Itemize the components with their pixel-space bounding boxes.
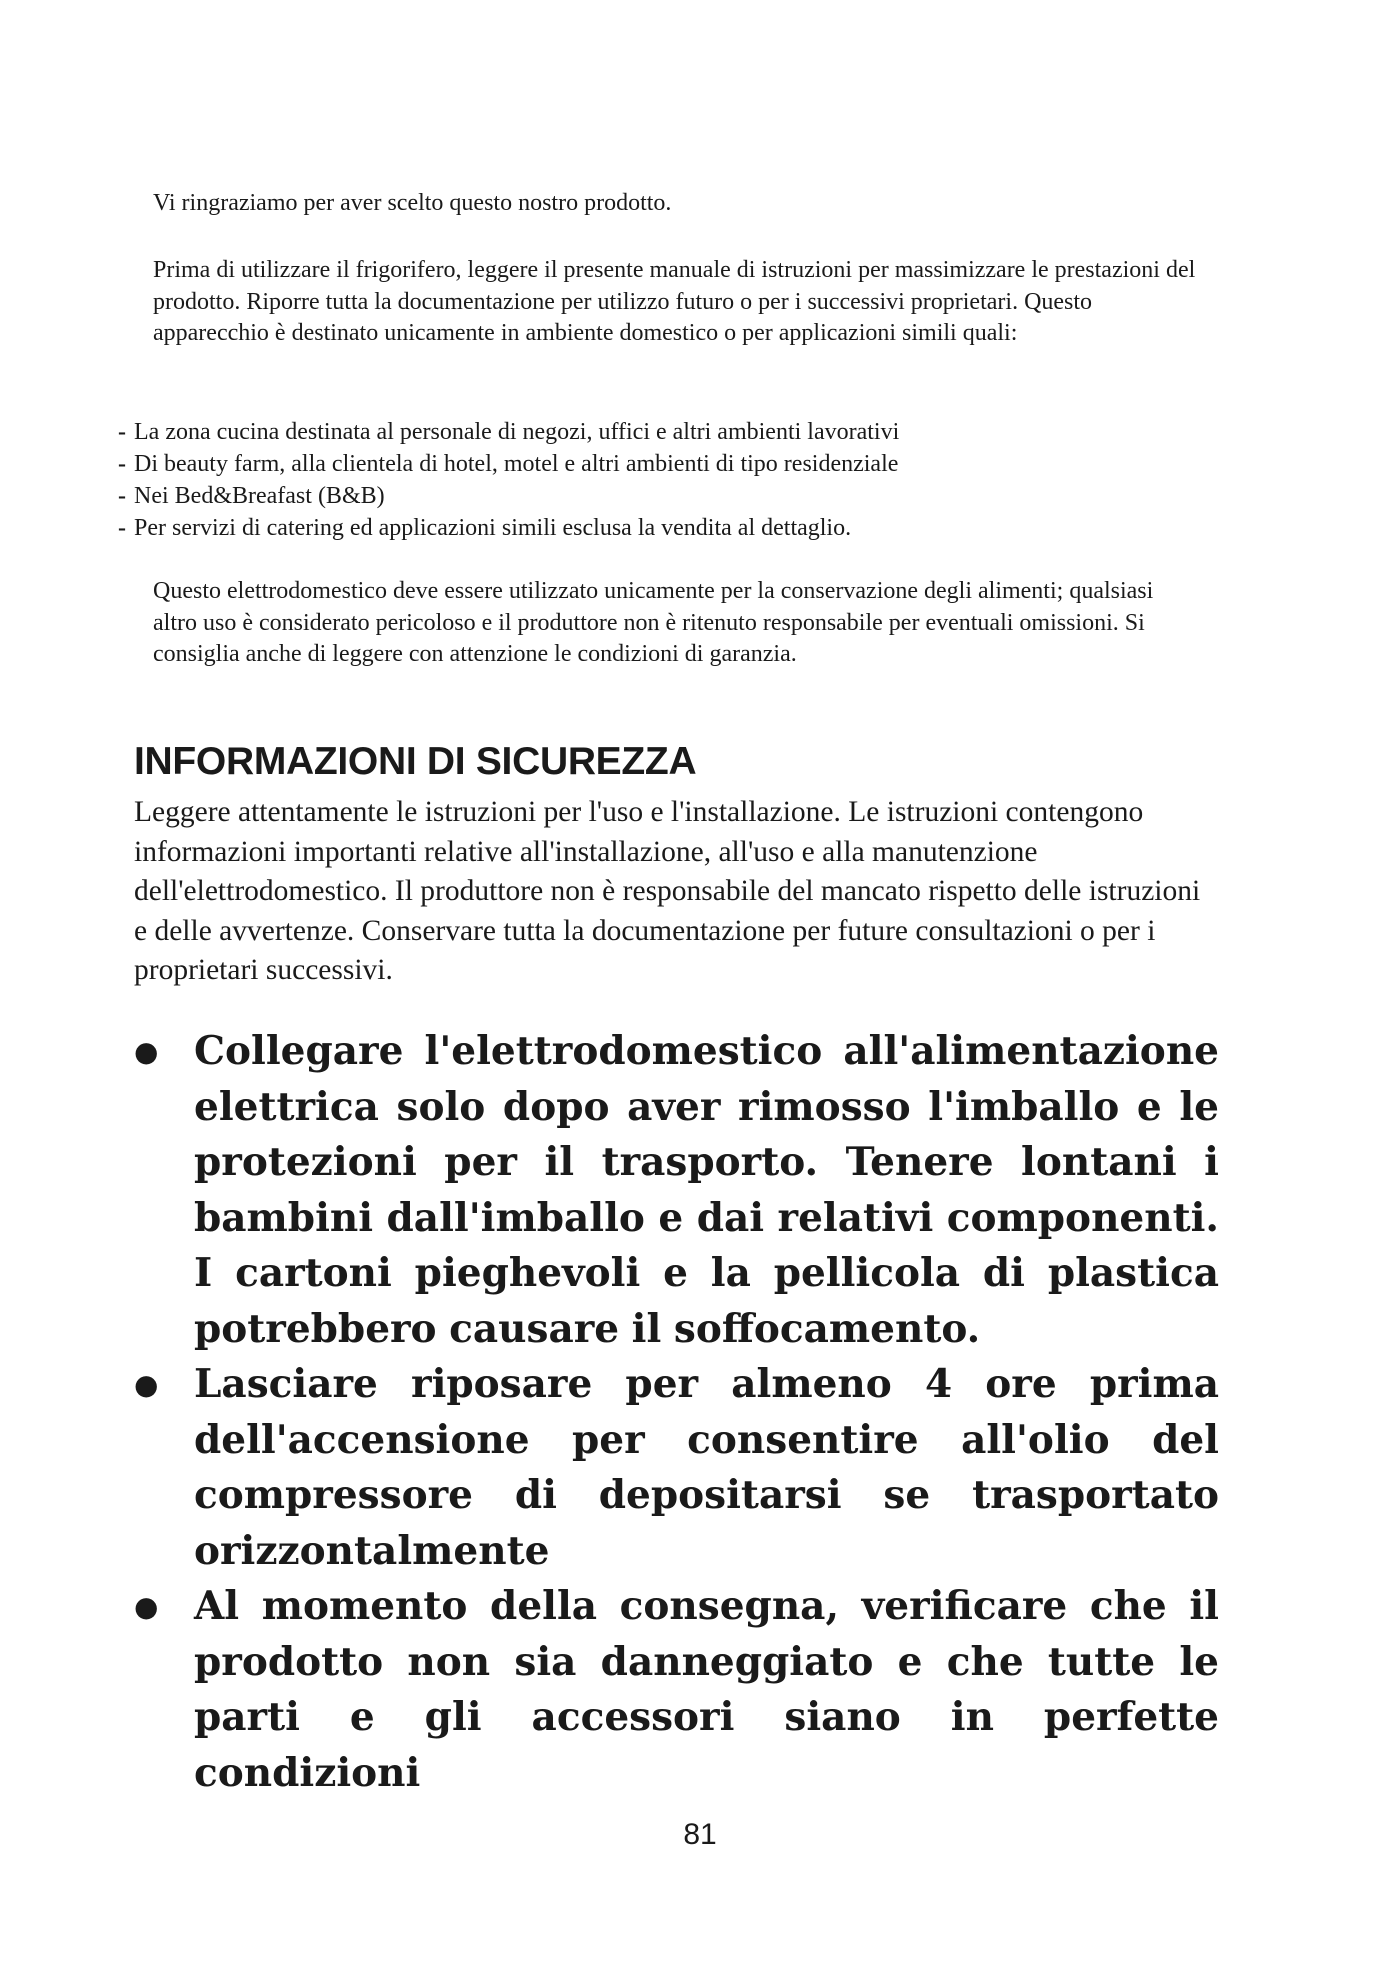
safety-bullet-list bbox=[134, 1024, 1219, 1801]
list-item bbox=[118, 512, 899, 544]
bullet-sentence: Collegare l'elettrodomestico all'alimentazione elettrica solo dopo aver rimosso l'imballo e le protezioni per il trasporto. Tenere lontani i bambini dall'imballo e dai relativi componenti. bbox=[194, 1028, 1219, 1241]
usage-list bbox=[118, 416, 899, 544]
list-item-text: Di beauty farm, alla clientela di hotel, motel e altri ambienti di tipo residenziale bbox=[134, 451, 899, 477]
list-item-text: Per servizi di catering ed applicazioni simili esclusa la vendita al dettaglio. bbox=[134, 515, 852, 541]
section-title: INFORMAZIONI DI SICUREZZA bbox=[134, 740, 697, 783]
section-body: Leggere attentamente le istruzioni per l'uso e l'installazione. Le istruzioni contengono informazioni importanti relative all'installazione, all'uso e alla manutenzione dell'elettrodomestico. Il produttore non è responsabile del mancato rispetto delle istruzioni e delle avvertenze. Conservare tutta la documentazione per future consultazioni o per i proprietari successivi. bbox=[134, 796, 1201, 986]
intro-thanks: Vi ringraziamo per aver scelto questo nostro prodotto. bbox=[153, 190, 672, 216]
list-item bbox=[118, 480, 899, 512]
bullet-icon: ● bbox=[134, 1590, 159, 1623]
safety-bullet bbox=[134, 1579, 1219, 1801]
bullet-icon: ● bbox=[134, 1368, 159, 1401]
list-item-text: Nei Bed&Breafast (B&B) bbox=[134, 483, 385, 509]
dash-marker: - bbox=[118, 515, 126, 541]
safety-bullet bbox=[134, 1024, 1219, 1357]
page-number: 81 bbox=[683, 1818, 717, 1851]
dash-marker: - bbox=[118, 451, 126, 477]
safety-bullet-text: Lasciare riposare per almeno 4 ore prima dell'accensione per consentire all'olio del compressore di depositarsi se trasportato orizzontalmente bbox=[194, 1361, 1219, 1574]
intro-usage-note: Questo elettrodomestico deve essere utilizzato unicamente per la conservazione degli alimenti; qualsiasi altro uso è considerato pericoloso e il produttore non è ritenuto responsabile per eventuali omissioni. Si consiglia anche di leggere con attenzione le condizioni di garanzia. bbox=[153, 578, 1154, 667]
dash-marker: - bbox=[118, 419, 126, 445]
list-item bbox=[118, 416, 899, 448]
bullet-icon: ● bbox=[134, 1035, 159, 1068]
dash-marker: - bbox=[118, 483, 126, 509]
list-item bbox=[118, 448, 899, 480]
intro-before-use: Prima di utilizzare il frigorifero, leggere il presente manuale di istruzioni per massimizzare le prestazioni del prodotto. Riporre tutta la documentazione per utilizzo futuro o per i successivi proprietari. Questo apparecchio è destinato unicamente in ambiente domestico o per applicazioni simili quali: bbox=[153, 257, 1196, 346]
bullet-sentence: I cartoni pieghevoli e la pellicola di plastica potrebbero causare il soffocamento. bbox=[194, 1250, 1219, 1352]
safety-bullet bbox=[134, 1357, 1219, 1579]
list-item-text: La zona cucina destinata al personale di negozi, uffici e altri ambienti lavorativi bbox=[134, 419, 900, 445]
safety-bullet-text: Al momento della consegna, verificare che il prodotto non sia danneggiato e che tutte le parti e gli accessori siano in perfette condizioni bbox=[194, 1583, 1219, 1796]
safety-bullet-text bbox=[194, 1024, 1219, 1357]
